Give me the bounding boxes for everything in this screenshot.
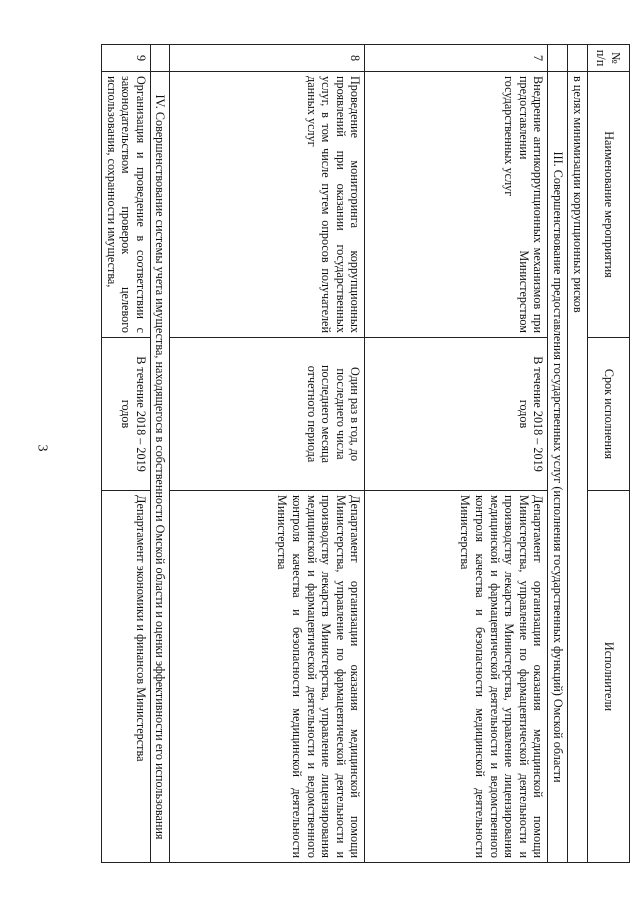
table-row — [170, 45, 365, 863]
row-name: Внедрение антикоррупционных механизмов при предоставлении Министерством государственных услуг — [365, 72, 548, 338]
section-row — [548, 45, 568, 863]
row-term: В течение 2018 – 2019 годов — [365, 338, 548, 491]
section-num-cell — [548, 45, 568, 72]
table-header-row — [587, 45, 629, 863]
row-executors: Департамент организации оказания медицинской помощи Министерства, управление по фармацевтической деятельности и производству лекарств Министерства, управление лицензирования медицинской и фармацевтической деятельности и ведомственного контроля качества и безопасности медицинской деятельности Министерства — [170, 491, 365, 863]
header-term: Срок исполнения — [587, 338, 629, 491]
header-name: Наименование мероприятия — [587, 72, 629, 338]
header-num: № п/п — [587, 45, 629, 72]
table-row — [101, 45, 150, 863]
section-num-cell — [150, 45, 170, 72]
row-name: Проведение мониторинга коррупционных проявлений при оказании государственных услуг, в том числе путем опросов получателей данных услуг — [170, 72, 365, 338]
continuation-text: в целях минимизации коррупционных рисков — [568, 72, 588, 863]
continuation-num-cell — [568, 45, 588, 72]
row-executors: Департамент организации оказания медицинской помощи Министерства, управление по фармацевтической деятельности и производству лекарств Министерства, управление лицензирования медицинской и фармацевтической деятельности и ведомственного контроля качества и безопасности медицинской деятельности Министерства — [365, 491, 548, 863]
row-num: 8 — [170, 45, 365, 72]
page-number: 3 — [34, 444, 50, 452]
measures-table — [101, 44, 630, 863]
section-title-4: IV. Совершенствование системы учета имущества, находящегося в собственности Омской области и оценки эффективности его использования — [150, 72, 170, 863]
row-term: В течение 2018 – 2019 годов — [101, 338, 150, 491]
table-row — [365, 45, 548, 863]
section-title-3: III. Совершенствование предоставления государственных услуг (исполнения государственных функций) Омской области — [548, 72, 568, 863]
continuation-row — [568, 45, 588, 863]
row-name: Организация и проведение в соответствии с законодательством проверок целевого использования, сохранности имущества, — [101, 72, 150, 338]
header-executors: Исполнители — [587, 491, 629, 863]
row-term: Один раз в год, до последнего числа последнего месяца отчетного периода — [170, 338, 365, 491]
row-executors: Департамент экономики и финансов Министерства — [101, 491, 150, 863]
section-row — [150, 45, 170, 863]
row-num: 7 — [365, 45, 548, 72]
row-num: 9 — [101, 45, 150, 72]
